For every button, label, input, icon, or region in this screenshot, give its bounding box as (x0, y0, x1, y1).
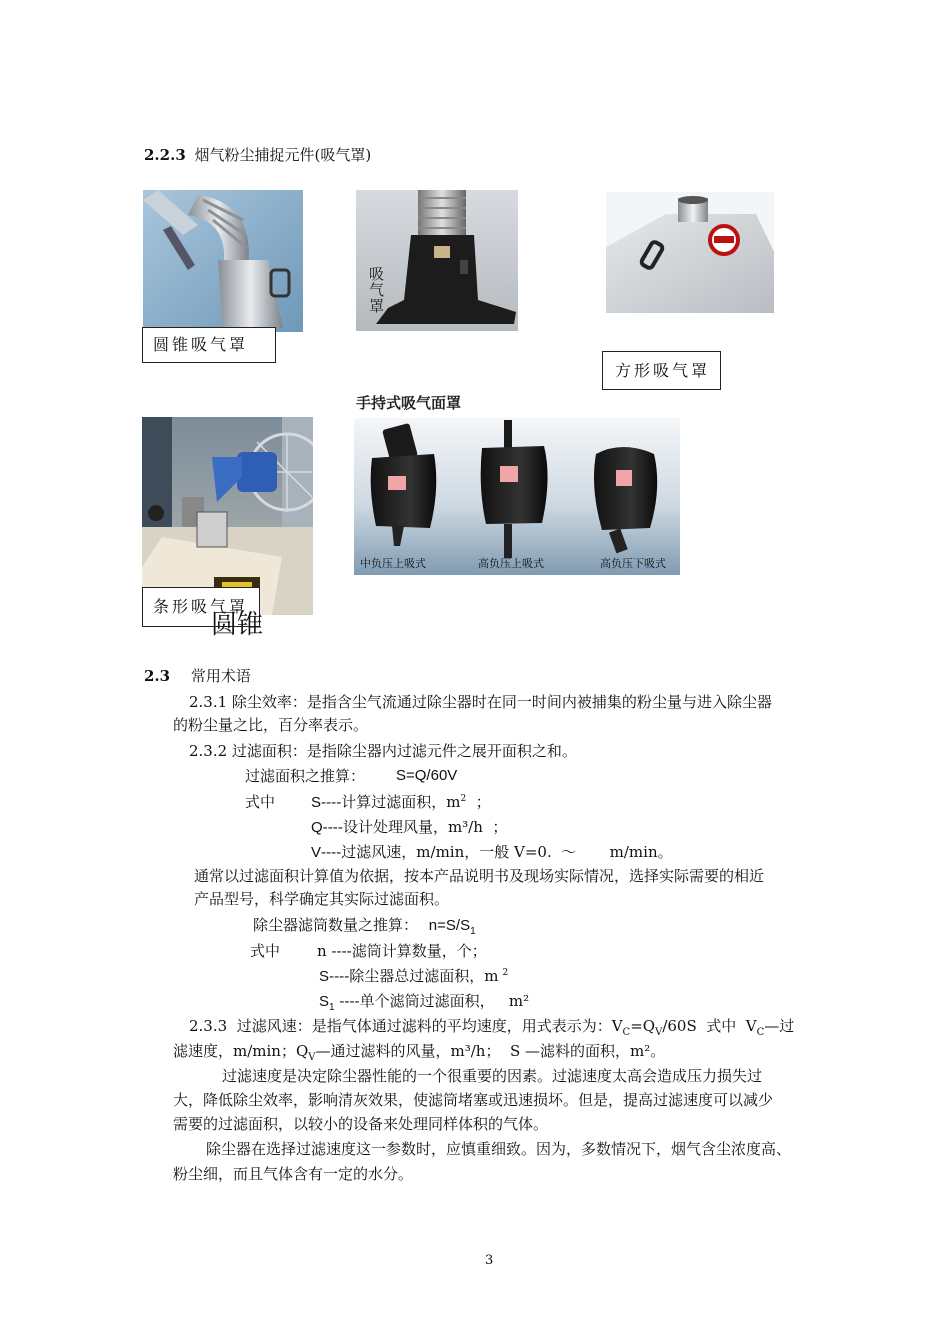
p231-line2: 的粉尘量之比，百分率表示。 (173, 716, 369, 734)
p232-q-symbol: Q (311, 819, 323, 836)
p233-para3-line1: 除尘器在选择过滤速度这一参数时，应慎重细致。因为，多数情况下，烟气含尘浓度高、 (206, 1140, 792, 1158)
p232-s2-line (319, 966, 508, 987)
p232-s-definition: ----计算过滤面积，m (321, 793, 461, 811)
p232-where-label: 式中 (245, 793, 276, 811)
cone-hood-photo (143, 190, 303, 332)
p232-s-symbol: S (311, 794, 322, 811)
section-23-number: 2.3 (144, 667, 171, 685)
p232-v-line (311, 842, 673, 863)
p232-s2-definition: ----除尘器总过滤面积，m (329, 967, 499, 985)
p232-q-definition: ----设计处理风量，m³/h ； (322, 818, 508, 836)
p233-line1-sub3: C (756, 1027, 765, 1038)
p233-para2-line3: 需要的过滤面积，以较小的设备来处理同样体积的气体。 (173, 1115, 549, 1133)
p232-where2-label: 式中 (250, 942, 281, 960)
p233-line1-sub1: C (622, 1027, 631, 1038)
square-hood-photo (606, 192, 774, 313)
label-strip-hood: 条形吸气罩 (142, 587, 260, 627)
p232-n-formula-line (253, 915, 476, 936)
handheld-hoods-illustration (354, 418, 680, 575)
p232-n-sub: 1 (470, 926, 476, 937)
page-number: 3 (485, 1253, 494, 1268)
p233-line1-sub2: V (655, 1027, 663, 1038)
p233-line1-a: 2.3.3 过滤风速：是指气体通过滤料的平均速度，用式表示为：V (189, 1017, 623, 1035)
p233-line1 (189, 1016, 794, 1036)
label-cone-hood: 圆锥吸气罩 (142, 327, 276, 363)
p232-formula: S=Q/60V (396, 767, 458, 784)
p232-s-line (311, 792, 491, 813)
p232-s1-line (319, 991, 529, 1012)
p232-n-label: 除尘器滤筒数量之推算： (253, 916, 419, 934)
handheld-caption-3: 高负压下吸式 (600, 558, 666, 570)
square-hood-illustration (606, 192, 774, 313)
section-223-title: 烟气粉尘捕捉元件(吸气罩) (194, 146, 372, 164)
p233-para3-line2: 粉尘细，而且气体含有一定的水分。 (173, 1165, 414, 1183)
cone-hood-illustration (143, 190, 303, 332)
p232-s1-sub: 1 (329, 1002, 335, 1013)
p232-n-definition: n ----滤筒计算数量，个； (317, 942, 487, 960)
section-23-heading (144, 666, 251, 686)
p232-v-symbol: V (311, 844, 322, 861)
p232-v-definition: ----过滤风速，m/min，一般 V=0. ～ m/min。 (321, 843, 673, 861)
p232-n-formula: n=S/S (428, 917, 471, 934)
p233-para2-line1: 过滤速度是决定除尘器性能的一个很重要的因素。过滤速度太高会造成压力损失过 (222, 1067, 763, 1085)
p233-line1-b: =Q (630, 1017, 656, 1035)
section-223-heading (144, 145, 371, 165)
handheld-panel-title: 手持式吸气面罩 (356, 395, 462, 412)
p232-s2-sup: 2 (502, 968, 509, 978)
p232-s1-definition: ----单个滤筒过滤面积， m² (334, 992, 530, 1010)
p232-formula-label: 过滤面积之推算： (245, 767, 366, 785)
p233-line2-sub: V (308, 1052, 316, 1063)
strip-hood-photo (142, 417, 313, 615)
handheld-caption-1: 中负压上吸式 (360, 558, 426, 570)
p232-q-line (311, 817, 507, 838)
p233-line1-c: /60S 式中 V (662, 1017, 757, 1035)
section-223-number: 2.2.3 (144, 146, 186, 164)
p232-s1-symbol: S (319, 993, 330, 1010)
p232-note-line2: 产品型号，科学确定其实际过滤面积。 (194, 890, 450, 908)
p232-s-unit-sup: 2 (460, 794, 467, 804)
p233-para2-line2: 大，降低除尘效率，影响清灰效果，使滤筒堵塞或迅速损坏。但是，提高过滤速度可以减少 (173, 1091, 774, 1109)
p232-line1: 2.3.2 过滤面积：是指除尘器内过滤元件之展开面积之和。 (189, 742, 577, 760)
handheld-hoods-panel (354, 390, 680, 575)
p232-s-end: ； (466, 793, 491, 811)
p233-line2-a: 滤速度，m/min；Q (173, 1042, 309, 1060)
p232-note-line1: 通常以过滤面积计算值为依据，按本产品说明书及现场实际情况，选择实际需要的相近 (194, 867, 765, 885)
handheld-caption-2: 高负压上吸式 (478, 558, 544, 570)
stray-cone-text: 圆锥 (211, 610, 264, 640)
section-23-title: 常用术语 (190, 667, 251, 685)
label-square-hood: 方形吸气罩 (602, 351, 721, 390)
p233-line2 (173, 1041, 665, 1061)
p233-line2-b: —通过滤料的风量，m³/h； S —滤料的面积，m²。 (315, 1042, 666, 1060)
p232-s2-symbol: S (319, 968, 330, 985)
p233-line1-d: —过 (764, 1017, 795, 1035)
strip-hood-illustration (142, 417, 313, 615)
p231-line1: 2.3.1 除尘效率：是指含尘气流通过除尘器时在同一时间内被捕集的粉尘量与进入除尘器 (189, 693, 772, 711)
black-hood-vertical-label: 吸 气 罩 (369, 265, 385, 315)
